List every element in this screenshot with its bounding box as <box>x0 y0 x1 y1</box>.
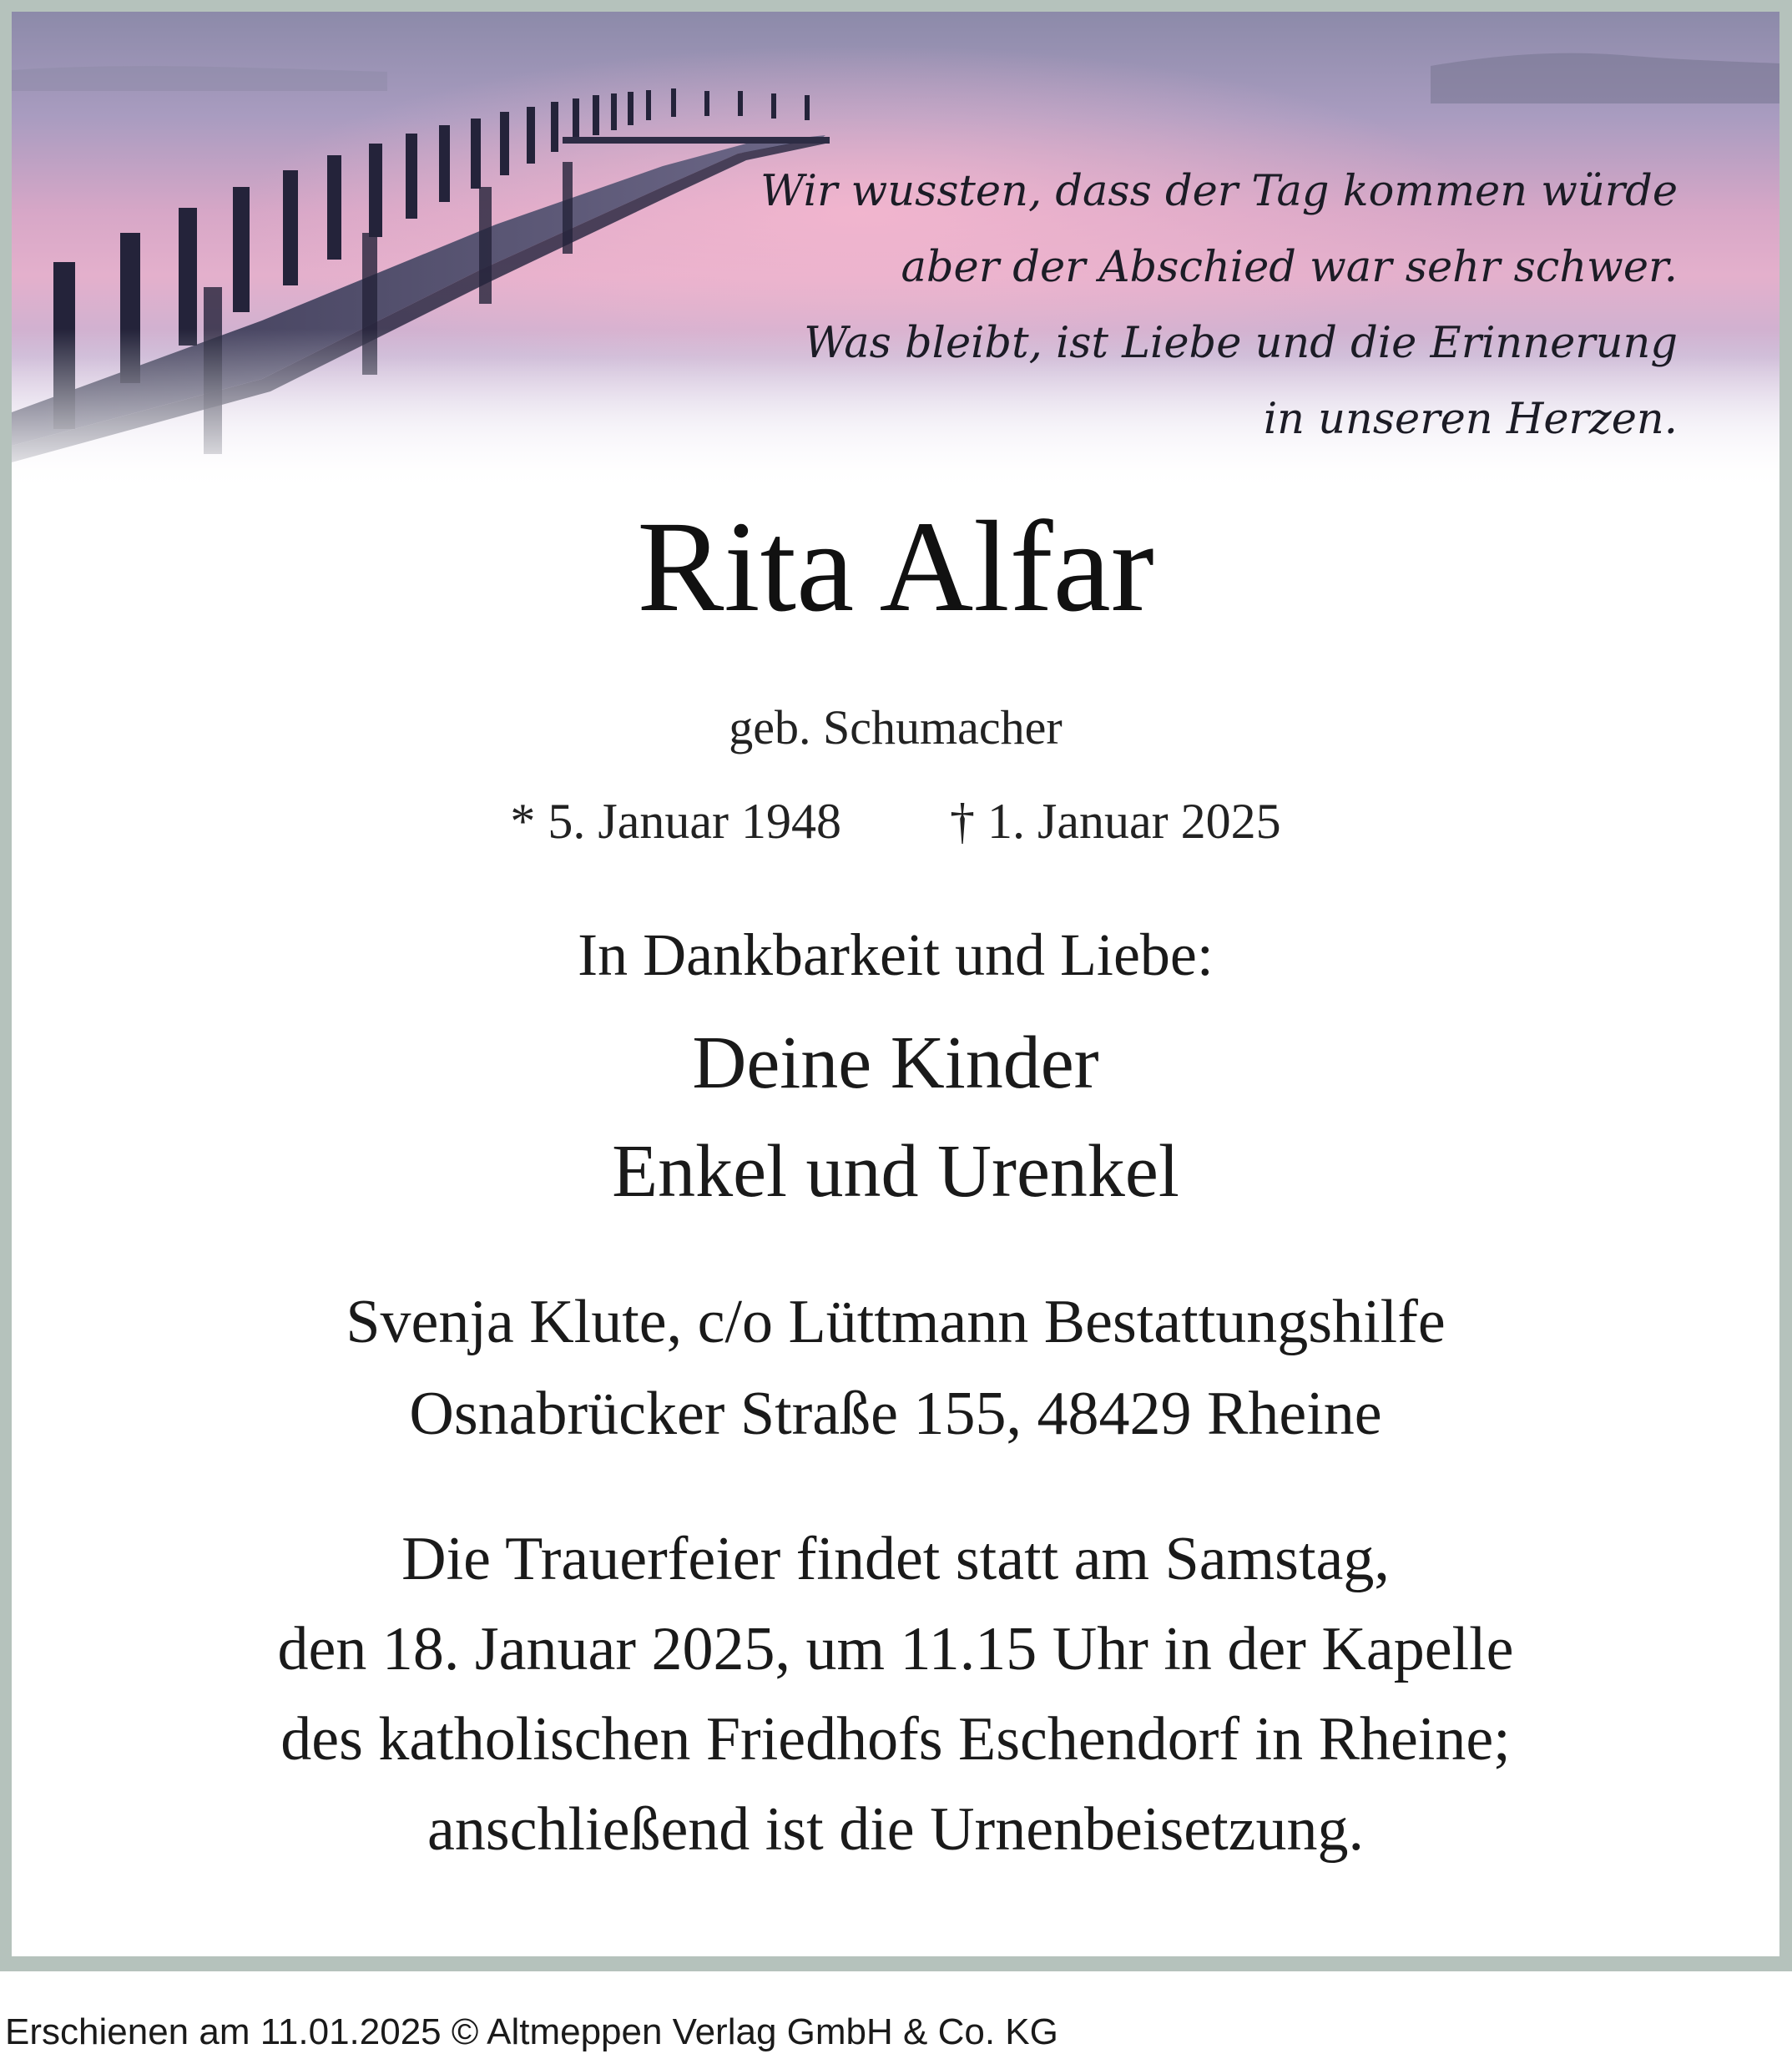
deceased-name: Rita Alfar <box>637 494 1154 638</box>
mourners-children: Deine Kinder <box>692 1022 1099 1104</box>
memorial-quote <box>760 154 1678 457</box>
publication-footer: Erschienen am 11.01.2025 © Altmeppen Verlag GmbH & Co. KG <box>5 2011 1058 2052</box>
service-info-line: des katholischen Friedhofs Eschendorf in Rheine; <box>280 1705 1511 1774</box>
life-dates <box>12 788 1779 855</box>
service-info-line: den 18. Januar 2025, um 11.15 Uhr in der Kapelle <box>277 1615 1514 1683</box>
maiden-name: geb. Schumacher <box>729 700 1063 754</box>
death-date: † 1. Januar 2025 <box>950 794 1281 849</box>
quote-line: Was bleibt, ist Liebe und die Erinnerung <box>804 319 1678 368</box>
contact-address-line: Svenja Klute, c/o Lüttmann Bestattungshilfe <box>346 1288 1446 1356</box>
service-info-line: Die Trauerfeier findet statt am Samstag, <box>401 1525 1390 1593</box>
service-info-line: anschließend ist die Urnenbeisetzung. <box>427 1795 1364 1864</box>
quote-line: Wir wussten, dass der Tag kommen würde <box>760 167 1678 216</box>
obituary-card <box>12 12 1779 1956</box>
quote-line: in unseren Herzen. <box>1263 395 1678 444</box>
mourners-intro: In Dankbarkeit und Liebe: <box>578 921 1214 988</box>
birth-date: * 5. Januar 1948 <box>510 794 841 849</box>
contact-address-line: Osnabrücker Straße 155, 48429 Rheine <box>409 1380 1382 1448</box>
quote-line: aber der Abschied war sehr schwer. <box>901 243 1678 292</box>
mourners-grandchildren: Enkel und Urenkel <box>612 1130 1179 1213</box>
